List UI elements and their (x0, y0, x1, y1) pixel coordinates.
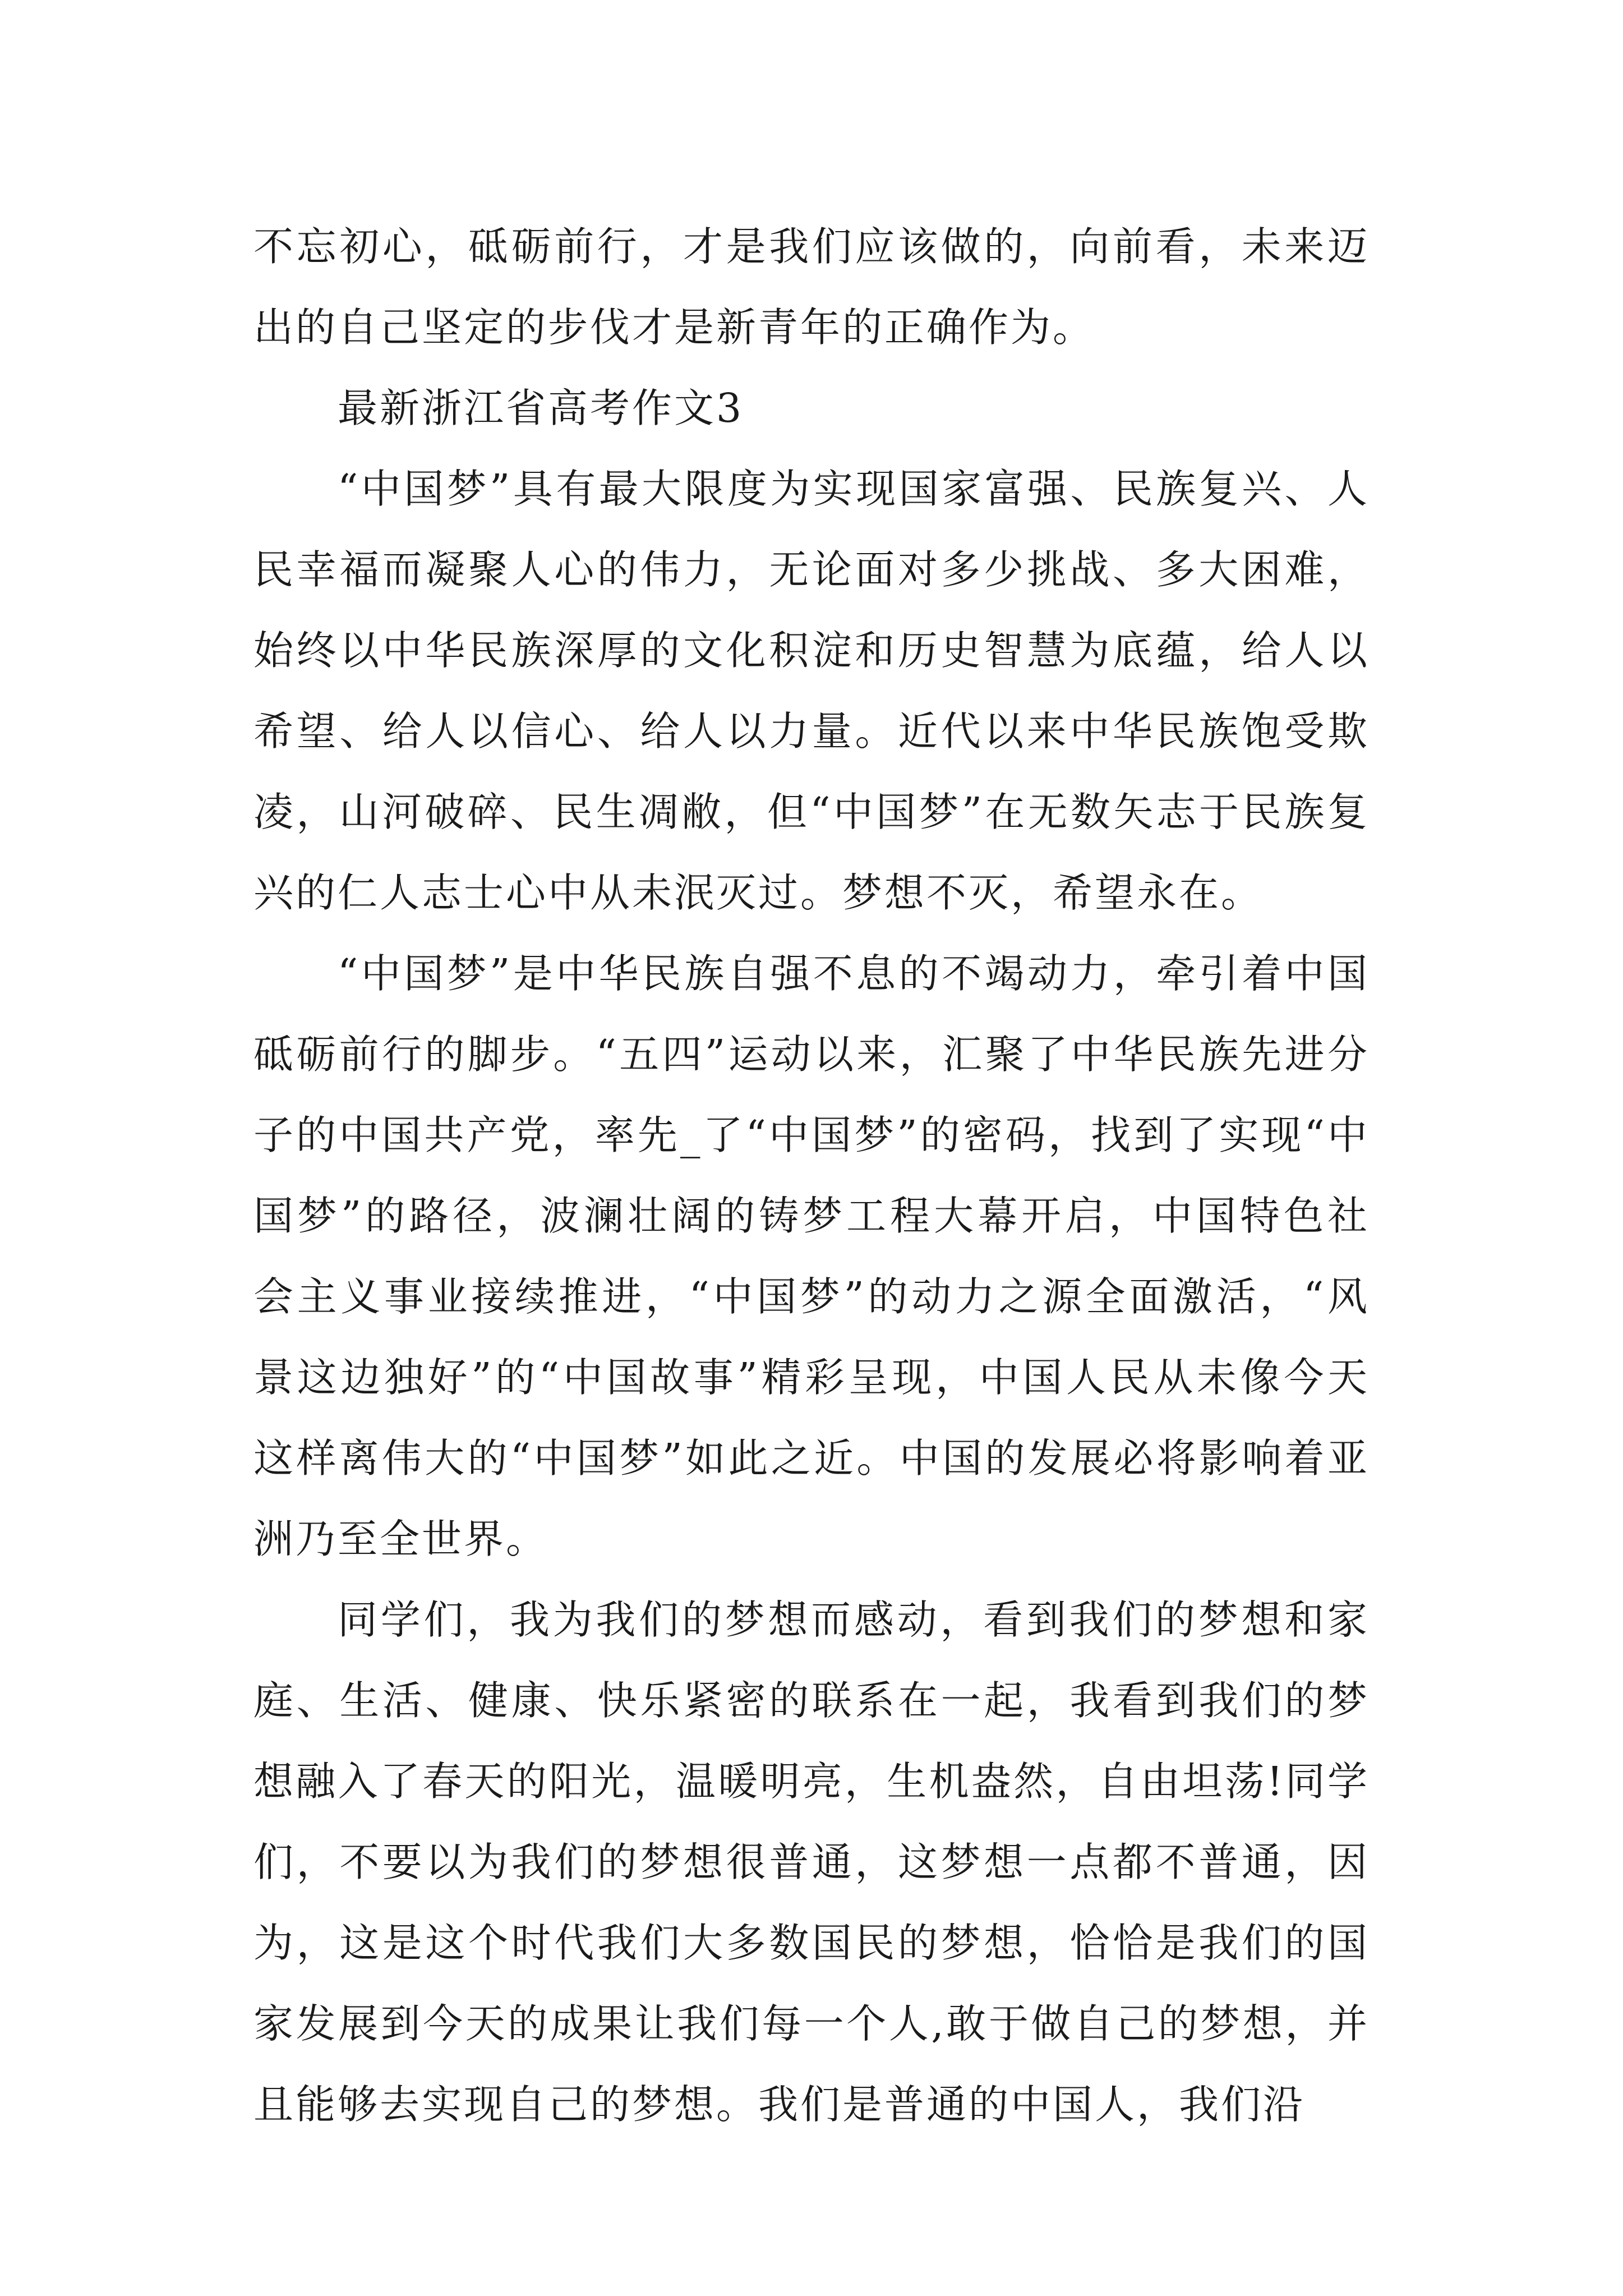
paragraph: “中国梦”具有最大限度为实现国家富强、民族复兴、人民幸福而凝聚人心的伟力，无论面对多少挑战、多大困难，始终以中华民族深厚的文化积淀和历史智慧为底蕴，给人以希望、给人以信心、给人以力量。近代以来中华民族饱受欺凌，山河破碎、民生凋敝，但“中国梦”在无数矢志于民族复兴的仁人志士心中从未泯灭过。梦想不灭，希望永在。 (253, 466, 1370, 916)
paragraph: 同学们，我为我们的梦想而感动，看到我们的梦想和家庭、生活、健康、快乐紧密的联系在一起，我看到我们的梦想融入了春天的阳光，温暖明亮，生机盎然，自由坦荡!同学们，不要以为我们的梦想很普通，这梦想一点都不普通，因为，这是这个时代我们大多数国民的梦想，恰恰是我们的国家发展到今天的成果让我们每一个人,敢于做自己的梦想，并且能够去实现自己的梦想。我们是普通的中国人，我们沿 (253, 1596, 1370, 2128)
paragraph: “中国梦”是中华民族自强不息的不竭动力，牵引着中国砥砺前行的脚步。“五四”运动以来，汇聚了中华民族先进分子的中国共产党，率先_了“中国梦”的密码，找到了实现“中国梦”的路径，波澜壮阔的铸梦工程大幕开启，中国特色社会主义事业接续推进，“中国梦”的动力之源全面激活，“风景这边独好”的“中国故事”精彩呈现，中国人民从未像今天这样离伟大的“中国梦”如此之近。中国的发展必将影响着亚洲乃至全世界。 (253, 950, 1370, 1562)
section-heading: 最新浙江省高考作文3 (338, 385, 744, 431)
paragraph-continued: 不忘初心，砥砺前行，才是我们应该做的，向前看，未来迈出的自己坚定的步伐才是新青年的正确作为。 (253, 223, 1370, 351)
document-body (253, 206, 1370, 2145)
